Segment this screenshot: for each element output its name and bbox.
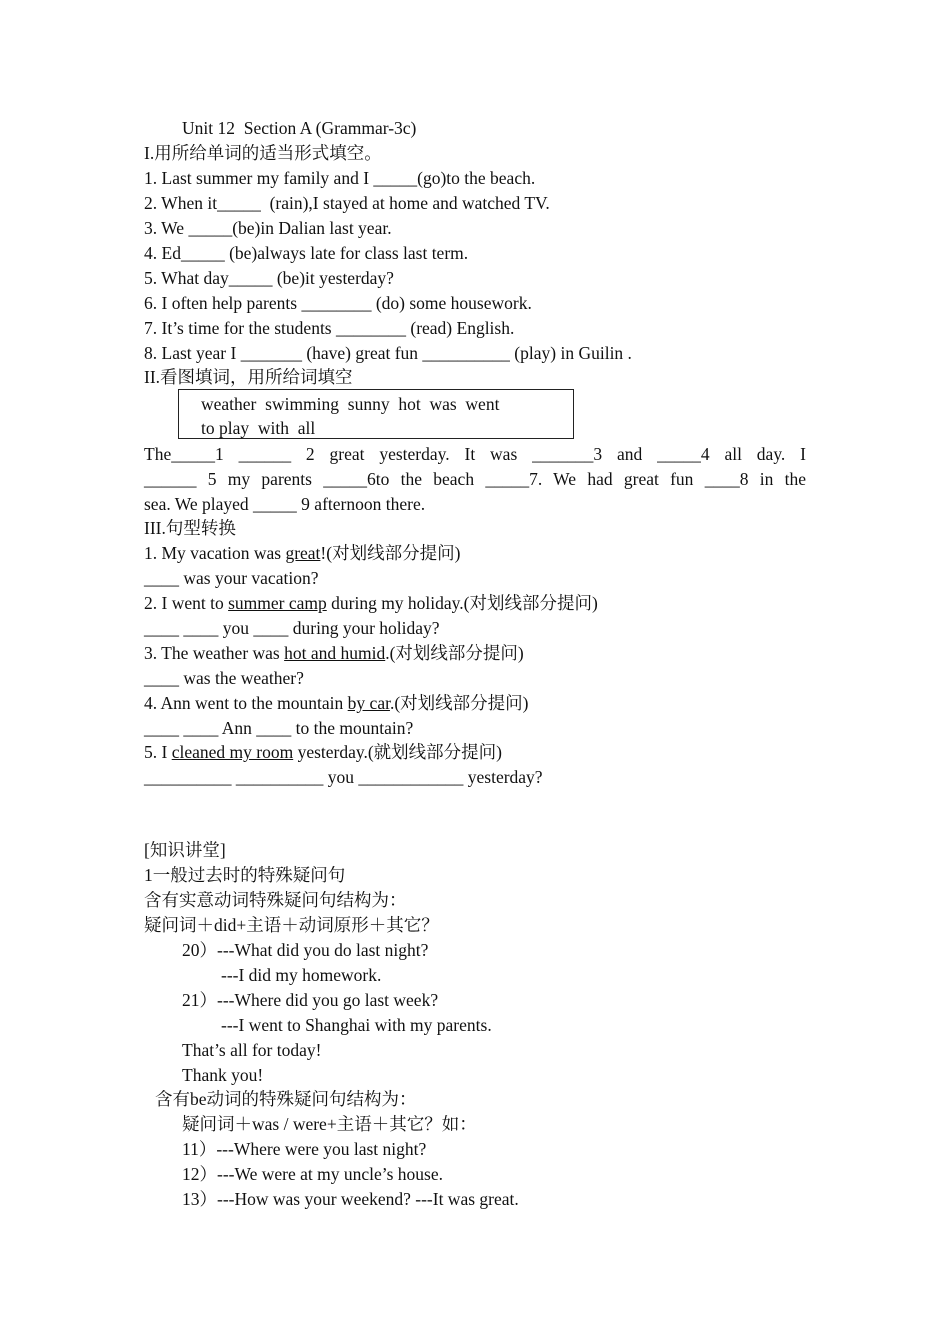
knowledge-subheading-1: 1一般过去时的特殊疑问句 (144, 865, 346, 885)
example-11: 11）---Where were you last night? (182, 1139, 427, 1159)
underlined-phrase: hot and humid (284, 643, 386, 663)
part3-question-2: 2. I went to summer camp during my holiday.(对划线部分提问) (144, 593, 598, 613)
part1-item-4: 4. Ed_____ (be)always late for class last term. (144, 243, 469, 263)
part3-answer-4: ____ ____ Ann ____ to the mountain? (144, 718, 414, 738)
part3-answer-1: ____ was your vacation? (144, 568, 319, 588)
word-bank-line-2: to play with all (201, 418, 316, 438)
underlined-phrase: cleaned my room (171, 742, 294, 762)
closing-line-1: That’s all for today! (182, 1040, 322, 1060)
part3-question-4: 4. Ann went to the mountain by car.(对划线部分提问) (144, 693, 529, 713)
part3-heading: III.句型转换 (144, 518, 236, 538)
part3-answer-3: ____ was the weather? (144, 668, 304, 688)
knowledge-formula-1: 疑问词＋did+主语＋动词原形＋其它？ (144, 915, 439, 935)
part2-passage-line-3: sea. We played _____ 9 afternoon there. (144, 494, 426, 514)
example-20-question: 20）---What did you do last night? (182, 940, 429, 960)
knowledge-heading: [知识讲堂] (144, 840, 226, 860)
part1-heading: I.用所给单词的适当形式填空。 (144, 143, 382, 163)
part1-item-6: 6. I often help parents ________ (do) some housework. (144, 293, 532, 313)
knowledge-formula-2: 疑问词＋was / were+主语＋其它？如： (182, 1114, 477, 1134)
part3-question-3: 3. The weather was hot and humid.(对划线部分提问) (144, 643, 524, 663)
underlined-phrase: summer camp (228, 593, 327, 613)
part1-item-3: 3. We _____(be)in Dalian last year. (144, 218, 392, 238)
part3-question-1: 1. My vacation was great!(对划线部分提问) (144, 543, 461, 563)
page-title: Unit 12 Section A (Grammar-3c) (182, 118, 417, 138)
part3-answer-5: __________ __________ you ____________ yesterday? (144, 767, 543, 787)
knowledge-subheading-2: 含有实意动词特殊疑问句结构为： (144, 890, 407, 910)
example-13: 13）---How was your weekend? ---It was great. (182, 1189, 519, 1209)
part2-passage-line-1: The_____1 ______ 2 great yesterday. It was _______3 and _____4 all day. I (144, 444, 806, 464)
part3-question-5: 5. I cleaned my room yesterday.(就划线部分提问) (144, 742, 503, 762)
part1-item-8: 8. Last year I _______ (have) great fun __________ (play) in Guilin . (144, 343, 632, 363)
example-21-question: 21）---Where did you go last week? (182, 990, 439, 1010)
part3-answer-2: ____ ____ you ____ during your holiday? (144, 618, 440, 638)
example-20-answer: ---I did my homework. (221, 965, 382, 985)
underlined-phrase: by car (347, 693, 390, 713)
part1-item-7: 7. It’s time for the students ________ (read) English. (144, 318, 515, 338)
example-21-answer: ---I went to Shanghai with my parents. (221, 1015, 492, 1035)
knowledge-subheading-3: 含有be动词的特殊疑问句结构为： (155, 1089, 417, 1109)
example-12: 12）---We were at my uncle’s house. (182, 1164, 444, 1184)
word-bank-line-1: weather swimming sunny hot was went (201, 394, 500, 414)
part2-heading: II.看图填词，用所给词填空 (144, 367, 353, 387)
part1-item-2: 2. When it_____ (rain),I stayed at home and watched TV. (144, 193, 550, 213)
closing-line-2: Thank you! (182, 1065, 264, 1085)
part1-item-1: 1. Last summer my family and I _____(go)to the beach. (144, 168, 536, 188)
part2-passage-line-2: ______ 5 my parents _____6to the beach _____7. We had great fun ____8 in the (144, 469, 806, 489)
part1-item-5: 5. What day_____ (be)it yesterday? (144, 268, 394, 288)
underlined-phrase: great (285, 543, 321, 563)
